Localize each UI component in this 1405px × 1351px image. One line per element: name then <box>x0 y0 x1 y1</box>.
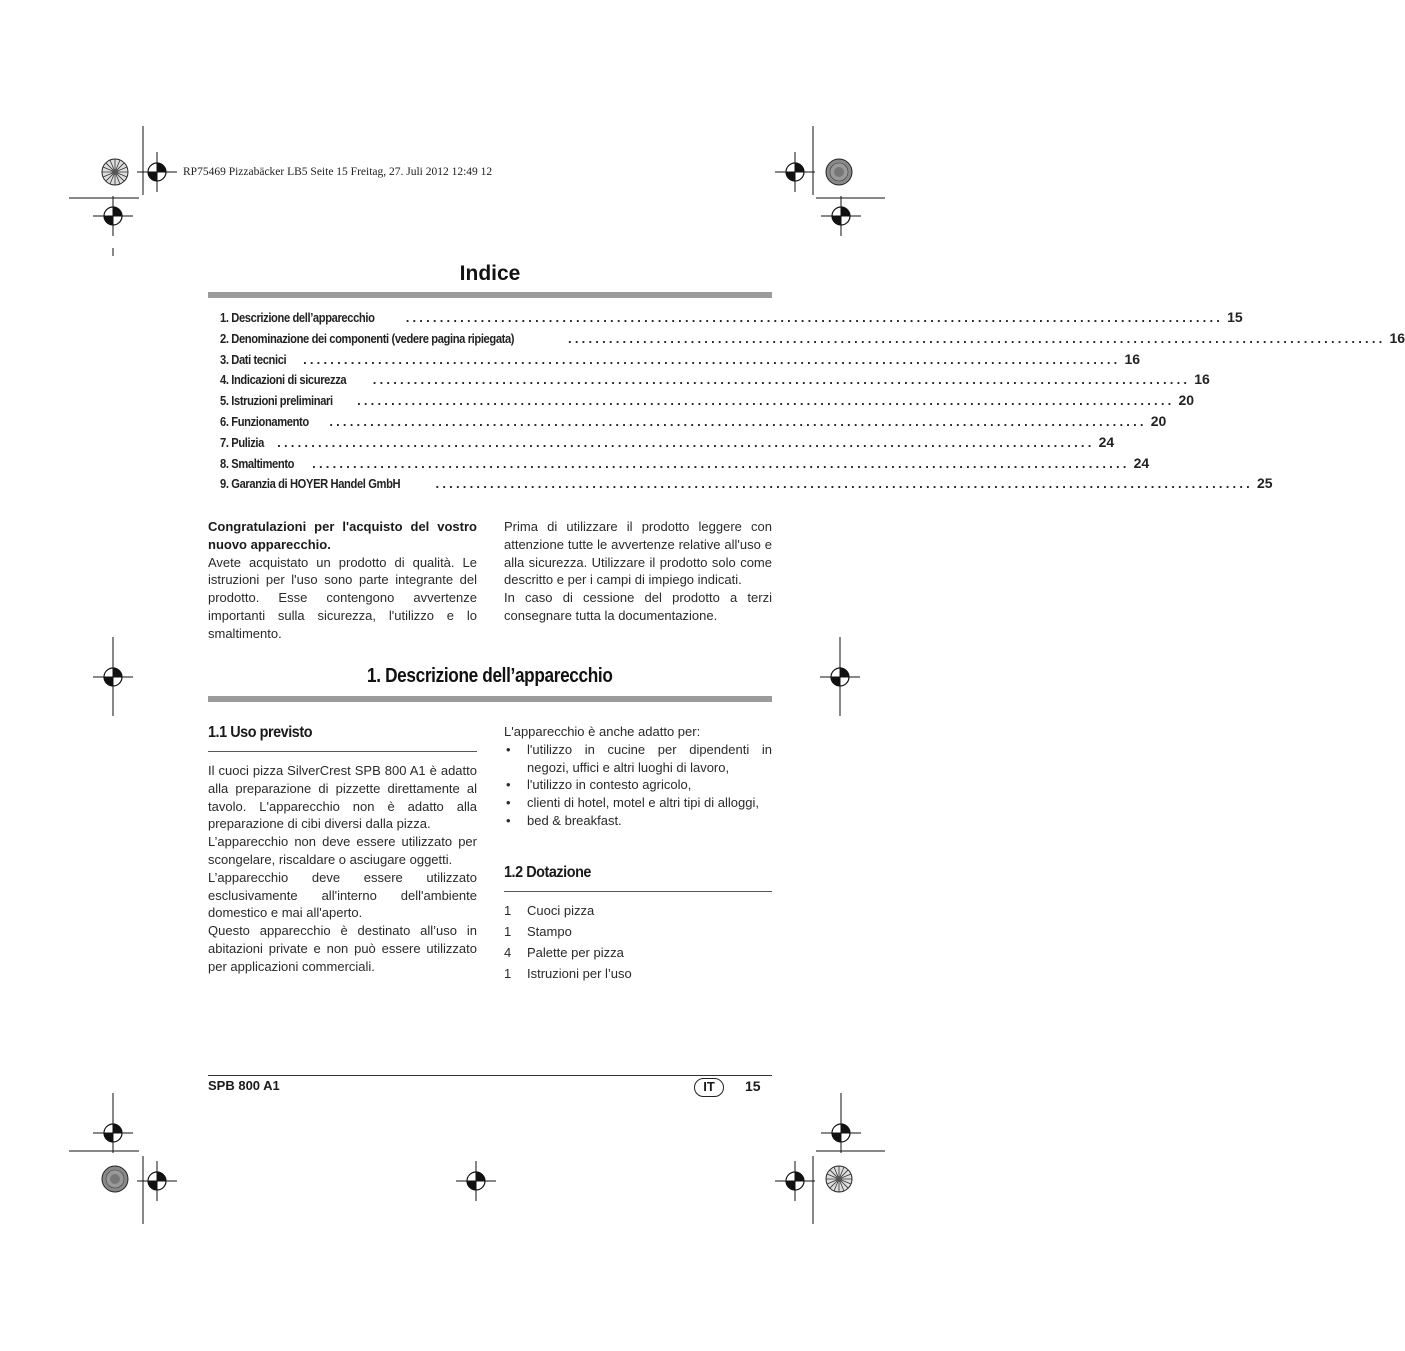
item-name: Cuoci pizza <box>527 903 595 918</box>
sub-heading-rule <box>208 751 477 752</box>
intro-left-text: Avete acquistato un prodotto di qualità. Le istruzioni per l'uso sono parte integrante del prodotto. Esse contengono avvertenze importanti sulla sicurezza, l'utilizzo e lo smaltimento. <box>208 554 477 641</box>
dotazione-list <box>504 903 772 987</box>
sub-heading-uso-previsto: 1.1 Uso previsto <box>208 724 313 741</box>
toc-leader-dots: ........................................................................................................................ <box>312 455 1130 471</box>
item-qty: 4 <box>504 945 512 960</box>
toc-entry <box>220 371 1210 392</box>
footer-model: SPB 800 A1 <box>208 1078 280 1093</box>
toc-page-number: 20 <box>1178 392 1195 409</box>
toc-entry <box>220 454 1150 476</box>
toc-leader-dots: ........................................................................................................................ <box>372 372 1191 388</box>
uso-previsto-text <box>208 762 477 976</box>
section-1-title-text: 1. Descrizione dell’apparecchio <box>367 665 613 687</box>
list-item <box>504 903 772 924</box>
toc-leader-dots: ........................................................................................................................ <box>303 351 1121 367</box>
toc-label: 2. Denominazione dei componenti (vedere pagina ripiegata) <box>220 330 515 346</box>
toc-page-number: 15 <box>1227 309 1243 325</box>
toc-entry <box>220 392 1195 413</box>
toc-page-number: 16 <box>1389 329 1405 346</box>
uso-previsto-p4: Questo apparecchio è destinato all’uso in abitazioni private e non può essere utilizzato per applicazioni commerciali. <box>208 923 477 974</box>
intro-left-column <box>208 518 477 643</box>
toc-label: 8. Smaltimento <box>220 455 295 471</box>
sub-heading-dotazione: 1.2 Dotazione <box>504 864 591 881</box>
suitable-for-block <box>504 723 772 830</box>
toc-leader-dots: ........................................................................................................................ <box>568 330 1386 346</box>
toc-leader-dots: ........................................................................................................................ <box>329 413 1147 429</box>
list-item: • clienti di hotel, motel e altri tipi di alloggi, <box>504 794 772 812</box>
toc-entry <box>220 433 1115 455</box>
sub-heading-rule <box>504 891 772 892</box>
language-badge: IT <box>694 1078 724 1097</box>
toc-page-number: 25 <box>1256 475 1273 492</box>
intro-right-p2: In caso di cessione del prodotto a terzi consegnare tutta la documentazione. <box>504 590 772 623</box>
intro-heading: Congratulazioni per l'acquisto del vostro nuovo apparecchio. <box>208 519 477 552</box>
intro-right-p1: Prima di utilizzare il prodotto leggere con attenzione tutte le avvertenze relative all'uso e alla sicurezza. Utilizzare il prodotto solo come descritto e per i campi di impiego indicati. <box>504 519 772 588</box>
toc-entry <box>220 350 1141 372</box>
toc-label: 4. Indicazioni di sicurezza <box>220 372 347 388</box>
toc-page-number: 20 <box>1150 412 1167 429</box>
toc-leader-dots: ........................................................................................................................ <box>435 476 1253 492</box>
footer-page-number: 15 <box>745 1078 761 1094</box>
toc-label: 3. Dati tecnici <box>220 351 287 367</box>
toc-page-number: 16 <box>1124 350 1141 367</box>
suitable-intro: L'apparecchio è anche adatto per: <box>504 724 701 739</box>
section-1-title-bar <box>208 696 772 702</box>
list-item <box>504 966 772 987</box>
suitable-list <box>504 741 772 830</box>
uso-previsto-p2: L’apparecchio non deve essere utilizzato per scongelare, riscaldare o asciugare oggetti. <box>208 834 477 867</box>
section-1-title <box>208 665 772 688</box>
uso-previsto-p1: Il cuoci pizza SilverCrest SPB 800 A1 è adatto alla preparazione di pizzette direttamente al tavolo. L'apparecchio non è adatto alla preparazione di cibi diversi dalla pizza. <box>208 763 477 832</box>
toc-entry <box>220 412 1167 434</box>
toc-leader-dots: ........................................................................................................................ <box>357 393 1175 409</box>
table-of-contents <box>220 309 1405 496</box>
toc-label: 6. Funzionamento <box>220 413 309 429</box>
list-item <box>504 945 772 966</box>
toc-page-number: 24 <box>1098 433 1115 450</box>
footer-rule <box>208 1075 772 1076</box>
toc-entry <box>220 309 1243 330</box>
toc-entry <box>220 329 1405 351</box>
list-item: • l'utilizzo in cucine per dipendenti in negozi, uffici e altri luoghi di lavoro, <box>504 741 772 777</box>
uso-previsto-p3: L’apparecchio deve essere utilizzato esclusivamente all'interno dell'ambiente domestico e mai all'aperto. <box>208 869 477 921</box>
toc-label: 9. Garanzia di HOYER Handel GmbH <box>220 476 401 492</box>
list-item: • l'utilizzo in contesto agricolo, <box>504 776 772 794</box>
item-qty: 1 <box>504 966 512 981</box>
index-title: Indice <box>459 262 521 285</box>
item-name: Stampo <box>527 924 572 939</box>
toc-label: 1. Descrizione dell’apparecchio <box>220 310 375 325</box>
print-header: RP75469 Pizzabäcker LB5 Seite 15 Freitag, 27. Juli 2012 12:49 12 <box>183 166 493 178</box>
toc-page-number: 16 <box>1194 371 1210 388</box>
index-title-bar <box>208 292 772 298</box>
item-qty: 1 <box>504 903 512 918</box>
list-item: • bed & breakfast. <box>504 812 772 830</box>
toc-entry <box>220 475 1273 496</box>
toc-label: 5. Istruzioni preliminari <box>220 393 333 409</box>
toc-leader-dots: ........................................................................................................................ <box>405 310 1224 325</box>
intro-right-column <box>504 518 772 625</box>
item-name: Palette per pizza <box>527 945 624 960</box>
item-qty: 1 <box>504 924 512 939</box>
item-name: Istruzioni per l’uso <box>527 966 632 981</box>
toc-page-number: 24 <box>1133 454 1150 471</box>
toc-label: 7. Pulizia <box>220 434 264 450</box>
list-item <box>504 924 772 945</box>
toc-leader-dots: ........................................................................................................................ <box>277 434 1095 450</box>
